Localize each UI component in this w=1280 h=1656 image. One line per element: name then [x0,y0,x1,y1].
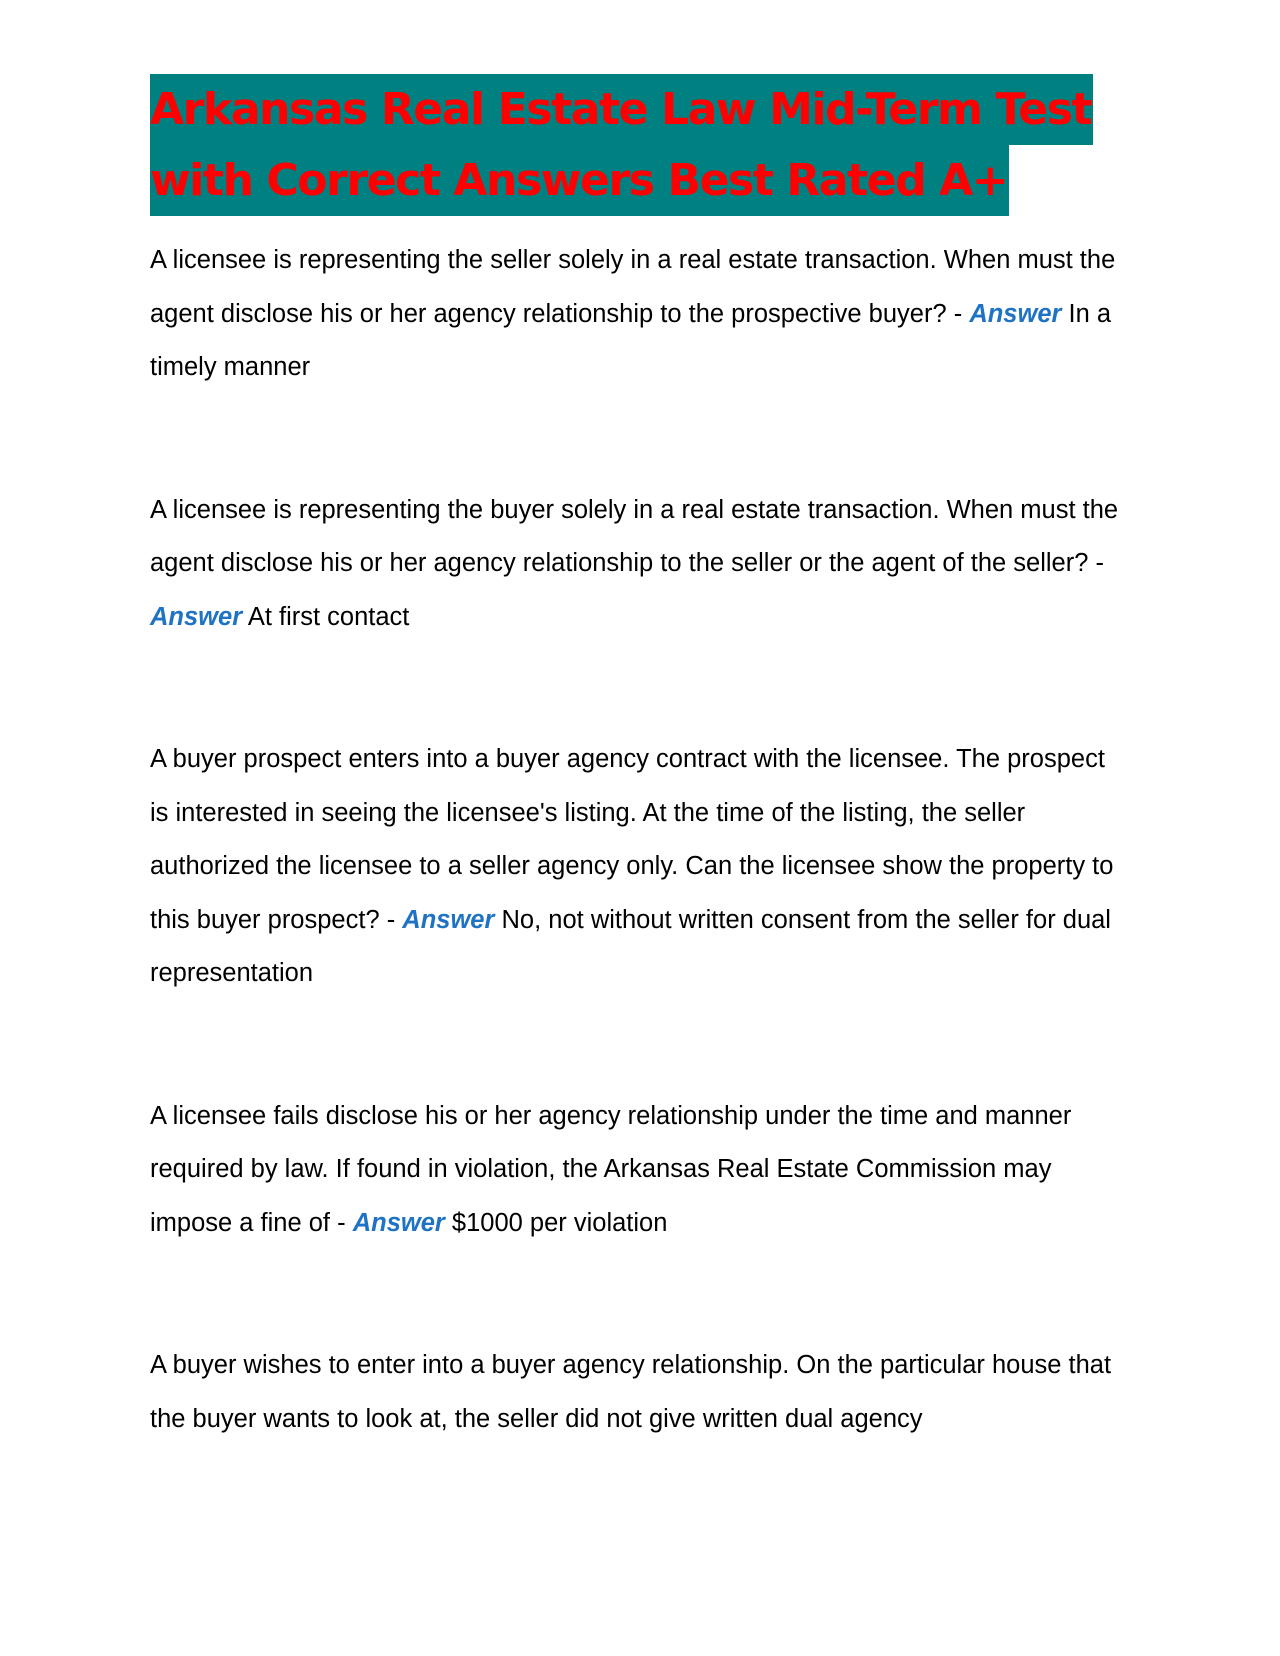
title-line-1: Arkansas Real Estate Law Mid-Term Test [150,74,1093,145]
answer-text: At first contact [247,602,410,631]
answer-label: Answer [150,602,243,631]
qa-item-5 [150,1339,1130,1446]
document-title [150,74,1130,216]
qa-item-4 [150,1090,1130,1251]
question-text: A buyer wishes to enter into a buyer agency relationship. On the particular house that the buyer wants to look at, the seller did not give written dual agency [150,1351,1112,1433]
qa-item-1 [150,234,1130,395]
answer-text: In a timely manner [150,299,1112,381]
title-line-2: with Correct Answers Best Rated A+ [150,145,1009,216]
question-text: A buyer prospect enters into a buyer agency contract with the licensee. The prospect is interested in seeing the licensee's listing. At the time of the listing, the seller authorized the licensee to a seller agency only. Can the licensee show the property to this buyer prospect? - [150,745,1114,934]
question-text: A licensee is representing the buyer solely in a real estate transaction. When must the agent disclose his or her agency relationship to the seller or the agent of the seller? - [150,495,1119,577]
answer-label: Answer [352,1208,445,1237]
answer-text: $1000 per violation [451,1208,668,1237]
qa-item-2 [150,484,1130,645]
qa-item-3 [150,733,1130,1001]
answer-label: Answer [402,905,495,934]
question-text: A licensee fails disclose his or her agency relationship under the time and manner required by law. If found in violation, the Arkansas Real Estate Commission may impose a fine of - [150,1101,1072,1237]
answer-text: No, not without written consent from the seller for dual representation [150,905,1111,987]
answer-label: Answer [969,299,1062,328]
document-content [150,74,1130,1446]
question-text: A licensee is representing the seller solely in a real estate transaction. When must the agent disclose his or her agency relationship to the prospective buyer? - [150,246,1116,328]
